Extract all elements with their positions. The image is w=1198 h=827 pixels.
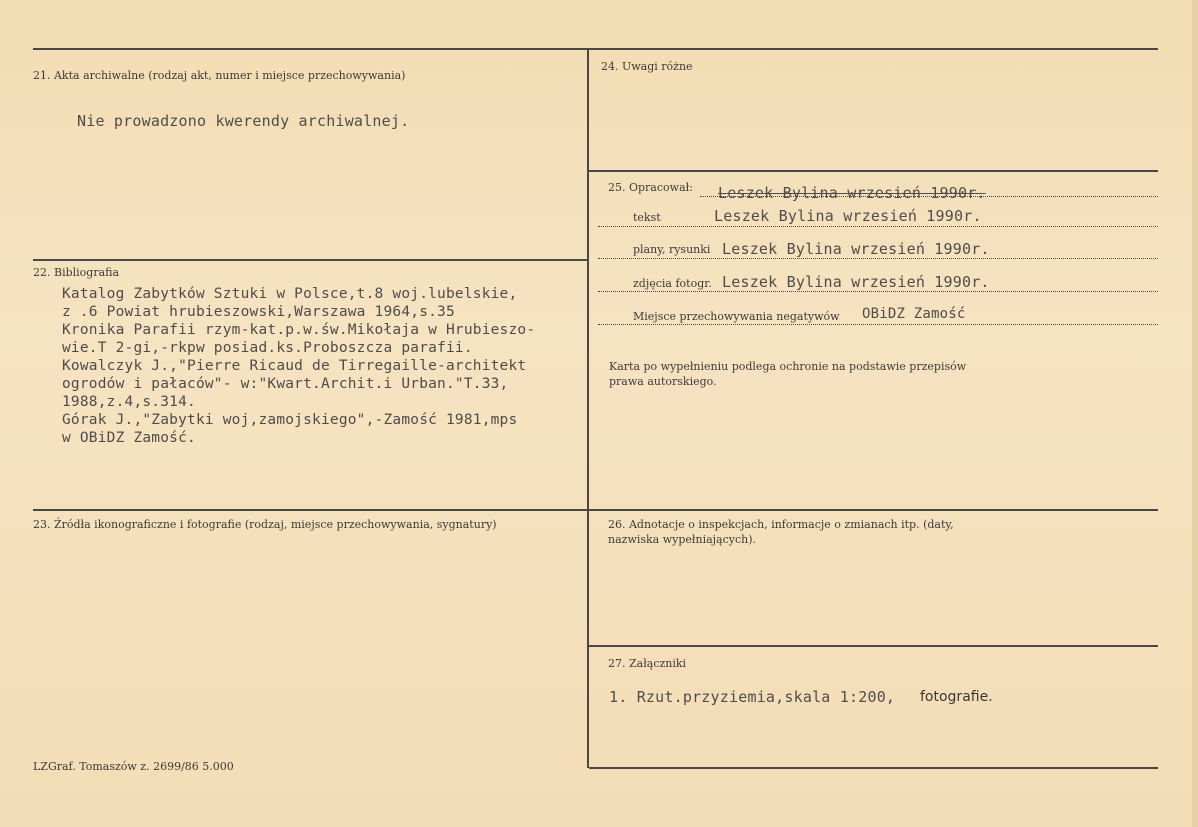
divider-22-23 bbox=[33, 509, 1158, 511]
bibliography-line: Górak J.,"Zabytki woj,zamojskiego",-Zamość 1981,mps bbox=[62, 412, 518, 428]
section26-label-line1: 26. Adnotacje o inspekcjach, informacje o zmianach itp. (daty, bbox=[608, 518, 954, 531]
bibliography-line: w OBiDZ Zamość. bbox=[62, 430, 196, 446]
plany-value: Leszek Bylina wrzesień 1990r. bbox=[722, 240, 990, 258]
section24-label: 24. Uwagi różne bbox=[601, 60, 693, 73]
bibliography-line: Kronika Parafii rzym-kat.p.w.św.Mikołaja w Hrubieszo- bbox=[62, 322, 536, 338]
section21-content: Nie prowadzono kwerendy archiwalnej. bbox=[77, 112, 410, 130]
section26-label-line2: nazwiska wypełniających). bbox=[608, 533, 757, 546]
bibliography-line: z .6 Powiat hrubieszowski,Warszawa 1964,s.35 bbox=[62, 304, 455, 320]
zdjecia-label: zdjęcia fotogr. bbox=[633, 277, 712, 290]
bibliography-line: Katalog Zabytków Sztuki w Polsce,t.8 woj.lubelskie, bbox=[62, 286, 518, 302]
tekst-label: tekst bbox=[633, 211, 661, 224]
tekst-dotted-line bbox=[598, 226, 1158, 227]
copyright-note-line1: Karta po wypełnieniu podlega ochronie na podstawie przepisów bbox=[609, 360, 967, 373]
card-edge bbox=[1192, 0, 1198, 827]
zdjecia-dotted-line bbox=[598, 291, 1158, 292]
opracowal-label: 25. Opracował: bbox=[608, 181, 693, 194]
top-border bbox=[33, 48, 1158, 50]
opracowal-value: Leszek Bylina wrzesień 1990r. bbox=[718, 184, 986, 202]
miejsce-dotted-line bbox=[598, 324, 1158, 325]
opracowal-dotted-line bbox=[700, 196, 1158, 197]
bibliography-line: ogrodów i pałaców"- w:"Kwart.Archit.i Urban."T.33, bbox=[62, 376, 509, 392]
miejsce-label: Miejsce przechowywania negatywów bbox=[633, 310, 840, 323]
divider-21-22 bbox=[33, 259, 587, 261]
section27-content: 1. Rzut.przyziemia,skala 1:200, bbox=[609, 688, 896, 706]
bibliography-line: 1988,z.4,s.314. bbox=[62, 394, 196, 410]
printer-imprint: LZGraf. Tomaszów z. 2699/86 5.000 bbox=[33, 760, 234, 773]
bottom-border bbox=[589, 767, 1158, 769]
miejsce-value: OBiDZ Zamość bbox=[862, 306, 966, 322]
zdjecia-value: Leszek Bylina wrzesień 1990r. bbox=[722, 273, 990, 291]
tekst-value: Leszek Bylina wrzesień 1990r. bbox=[714, 207, 982, 225]
copyright-note-line2: prawa autorskiego. bbox=[609, 375, 717, 388]
center-divider bbox=[587, 48, 589, 768]
section27-content-tail: fotografie. bbox=[920, 689, 993, 705]
bibliography-line: wie.T 2-gi,-rkpw posiad.ks.Proboszcza parafii. bbox=[62, 340, 473, 356]
plany-dotted-line bbox=[598, 258, 1158, 259]
divider-24-25 bbox=[589, 170, 1158, 172]
divider-26-27 bbox=[589, 645, 1158, 647]
section27-label: 27. Załączniki bbox=[608, 657, 687, 670]
bibliography-line: Kowalczyk J.,"Pierre Ricaud de Tirregaille-architekt bbox=[62, 358, 527, 374]
section23-label: 23. Źródła ikonograficzne i fotografie (rodzaj, miejsce przechowywania, sygnatury) bbox=[33, 518, 497, 531]
section22-label: 22. Bibliografia bbox=[33, 266, 120, 279]
section21-label: 21. Akta archiwalne (rodzaj akt, numer i miejsce przechowywania) bbox=[33, 69, 406, 82]
plany-label: plany, rysunki bbox=[633, 243, 711, 256]
